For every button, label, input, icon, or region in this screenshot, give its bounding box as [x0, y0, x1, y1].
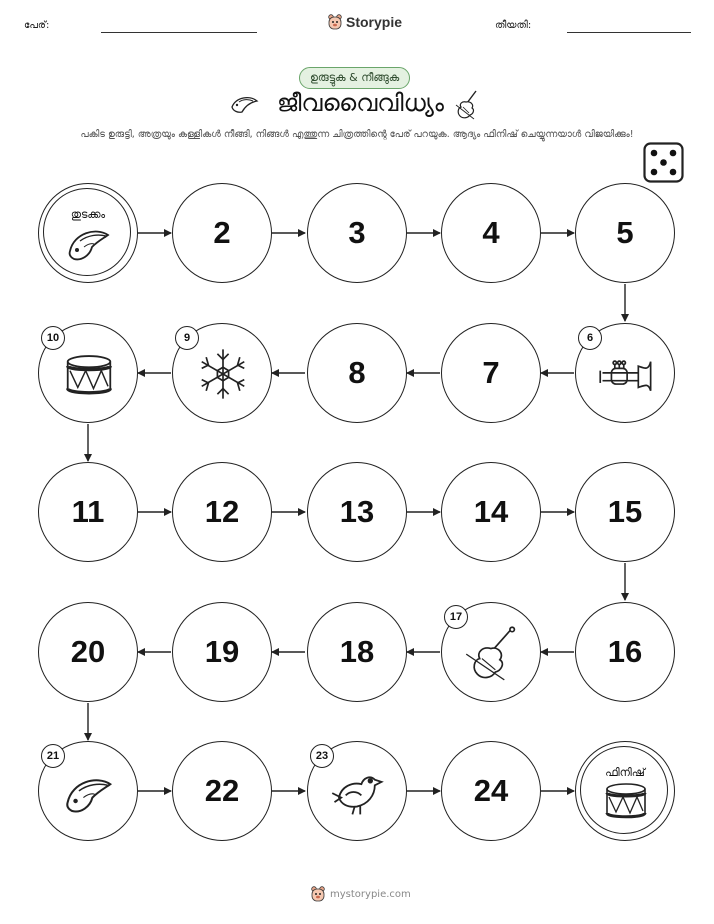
board-cell-3 [307, 183, 407, 283]
cell-number: 7 [482, 355, 500, 390]
footer-url[interactable]: mystorypie.com [330, 889, 411, 900]
cell-number-badge: 10 [41, 326, 65, 350]
cell-number: 14 [473, 494, 509, 529]
cell-number-badge: 17 [444, 605, 468, 629]
board-cell-23 [307, 741, 407, 841]
board-cell-22 [172, 741, 272, 841]
board-cell-13 [307, 462, 407, 562]
board-cell-14 [441, 462, 541, 562]
mode-pill: ഉരുട്ടുക & നീങ്ങുക [299, 67, 410, 89]
board-cell-19 [172, 602, 272, 702]
board-cell-12 [172, 462, 272, 562]
storypie-logo-icon [309, 885, 327, 903]
page-title: ജീവവൈവിധ്യം [277, 89, 444, 117]
drum-icon [61, 346, 117, 402]
board-cell-25 [575, 741, 675, 841]
board-cell-4 [441, 183, 541, 283]
cell-number: 19 [204, 634, 240, 669]
cell-number: 11 [71, 494, 105, 529]
trumpet-icon [598, 346, 654, 402]
cell-number: 2 [213, 215, 231, 250]
board-cell-18 [307, 602, 407, 702]
bird-icon [330, 764, 386, 820]
board-cell-9 [172, 323, 272, 423]
board-cell-24 [441, 741, 541, 841]
cell-number: 20 [70, 634, 106, 669]
board-cell-17 [441, 602, 541, 702]
cell-number: 18 [339, 634, 375, 669]
name-label: പേര്: [24, 20, 50, 31]
violin-icon [464, 625, 520, 681]
snowflake-icon [195, 346, 251, 402]
cell-number: 4 [482, 215, 500, 250]
board-cell-8 [307, 323, 407, 423]
brand-name: Storypie [346, 14, 403, 30]
toucan-icon [64, 217, 114, 267]
board-cell-21 [38, 741, 138, 841]
cell-number-badge: 9 [175, 326, 199, 350]
board-cell-16 [575, 602, 675, 702]
finish-label: ഫിനിഷ് [605, 766, 645, 779]
cell-number: 8 [348, 355, 366, 390]
board-cell-5 [575, 183, 675, 283]
cell-number: 16 [607, 634, 643, 669]
board-cell-6 [575, 323, 675, 423]
toucan-icon [61, 764, 117, 820]
cell-number: 13 [339, 494, 375, 529]
cell-number: 3 [348, 215, 366, 250]
board-cell-2 [172, 183, 272, 283]
start-label: തുടക്കം [70, 208, 106, 221]
instructions: പകിട ഉരുട്ടി, അത്രയും കള്ളികൾ നീങ്ങി, നിങ്ങൾ എത്തുന്ന ചിത്രത്തിന്റെ പേര് പറയുക. ആദ്യം ഫിനിഷ് ചെയ്യുന്നയാൾ വിജയിക്കും! [80, 129, 634, 140]
board-cell-20 [38, 602, 138, 702]
cell-number: 12 [204, 494, 240, 529]
cell-number: 15 [607, 494, 643, 529]
cell-number: 24 [473, 773, 509, 808]
board-cell-7 [441, 323, 541, 423]
board-cell-11 [38, 462, 138, 562]
cell-number-badge: 21 [41, 744, 65, 768]
cell-number: 5 [616, 215, 634, 250]
board-cell-10 [38, 323, 138, 423]
cell-number-badge: 6 [578, 326, 602, 350]
board-cell-15 [575, 462, 675, 562]
board-cell-1 [38, 183, 138, 283]
drum-icon [601, 775, 651, 825]
cell-number: 22 [204, 773, 240, 808]
date-label: തീയതി: [495, 20, 532, 31]
cell-number-badge: 23 [310, 744, 334, 768]
